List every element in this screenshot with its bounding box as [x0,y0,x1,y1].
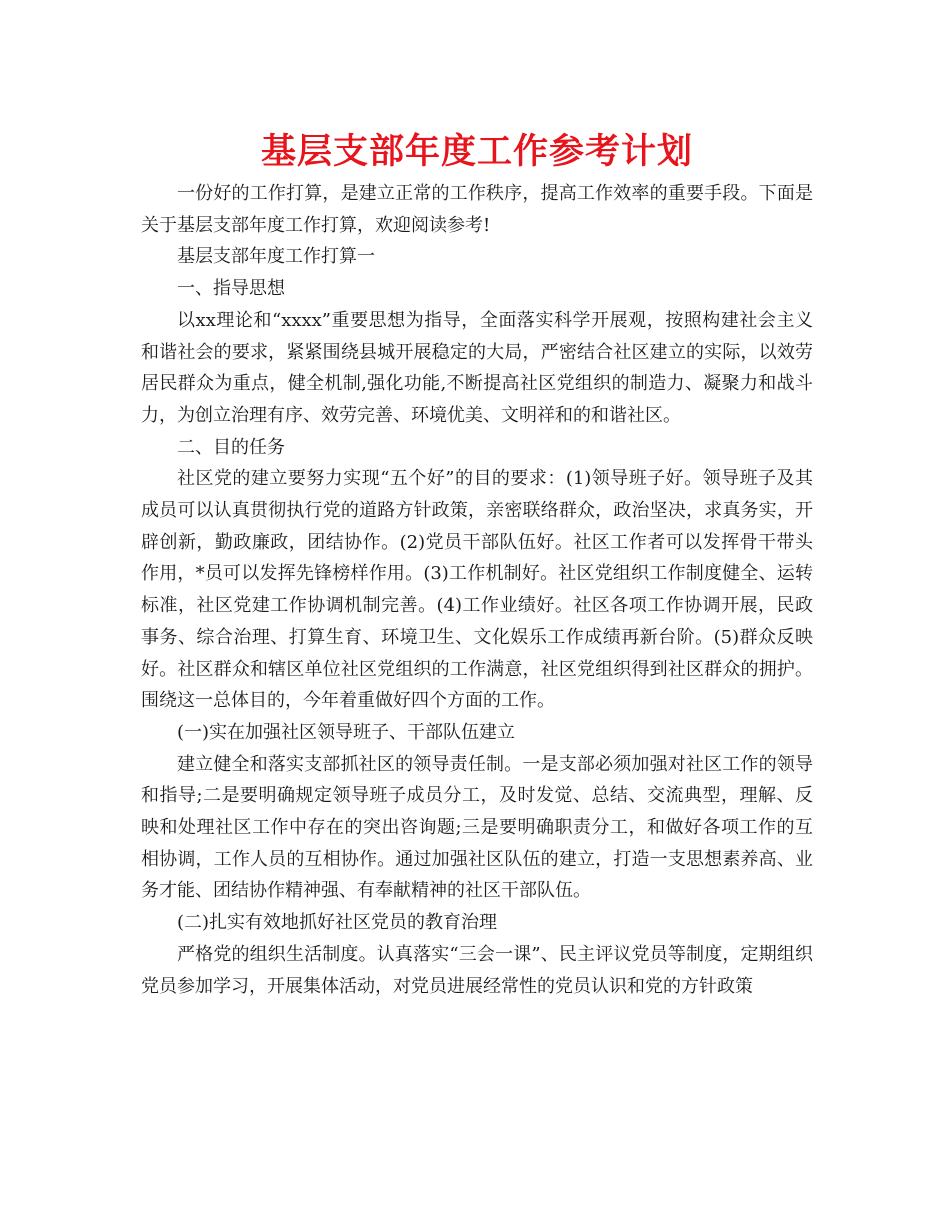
body-paragraph: 社区党的建立要努力实现“五个好”的目的要求：(1)领导班子好。领导班子及其成员可以认真贯彻执行党的道路方针政策，亲密联络群众，政治坚决，求真务实，开辟创新，勤政廉政，团结协作。(2)党员干部队伍好。社区工作者可以发挥骨干带头作用，*员可以发挥先锋榜样作用。(3)工作机制好。社区党组织工作制度健全、运转标准，社区党建工作协调机制完善。(4)工作业绩好。社区各项工作协调开展，民政事务、综合治理、打算生育、环境卫生、文化娱乐工作成绩再新台阶。(5)群众反映好。社区群众和辖区单位社区党组织的工作满意，社区党组织得到社区群众的拥护。围绕这一总体目的，今年着重做好四个方面的工作。 [141,468,813,712]
body-paragraph: 一、指导思想 [177,278,285,300]
body-paragraph: 基层支部年度工作打算一 [177,246,375,268]
body-paragraph: 建立健全和落实支部抓社区的领导责任制。一是支部必须加强对社区工作的领导和指导;二是要明确规定领导班子成员分工，及时发觉、总结、交流典型，理解、反映和处理社区工作中存在的突出咨询题;三是要明确职责分工，和做好各项工作的互相协调，工作人员的互相协作。通过加强社区队伍的建立，打造一支思想素养高、业务才能、团结协作精神强、有奉献精神的社区干部队伍。 [141,753,813,902]
document-page [141,126,813,1002]
body-paragraph: (一)实在加强社区领导班子、干部队伍建立 [177,721,516,743]
body-paragraph: 以xx理论和“xxxx”重要思想为指导，全面落实科学开展观，按照构建社会主义和谐社会的要求，紧紧围绕县城开展稳定的大局，严密结合社区建立的实际，以效劳居民群众为重点，健全机制,强化功能,不断提高社区党组织的制造力、凝聚力和战斗力，为创立治理有序、效劳完善、环境优美、文明祥和的和谐社区。 [141,309,813,426]
body-paragraph: 严格党的组织生活制度。认真落实“三会一课”、民主评议党员等制度，定期组织党员参加学习，开展集体活动，对党员进展经常性的党员认识和党的方针政策 [141,943,813,997]
body-paragraph: (二)扎实有效地抓好社区党员的教育治理 [177,912,498,934]
document-title: 基层支部年度工作参考计划 [260,132,693,172]
document-body [141,178,813,1002]
body-paragraph: 一份好的工作打算，是建立正常的工作秩序，提高工作效率的重要手段。下面是关于基层支部年度工作打算，欢迎阅读参考! [141,183,813,236]
body-paragraph: 二、目的任务 [177,436,285,458]
